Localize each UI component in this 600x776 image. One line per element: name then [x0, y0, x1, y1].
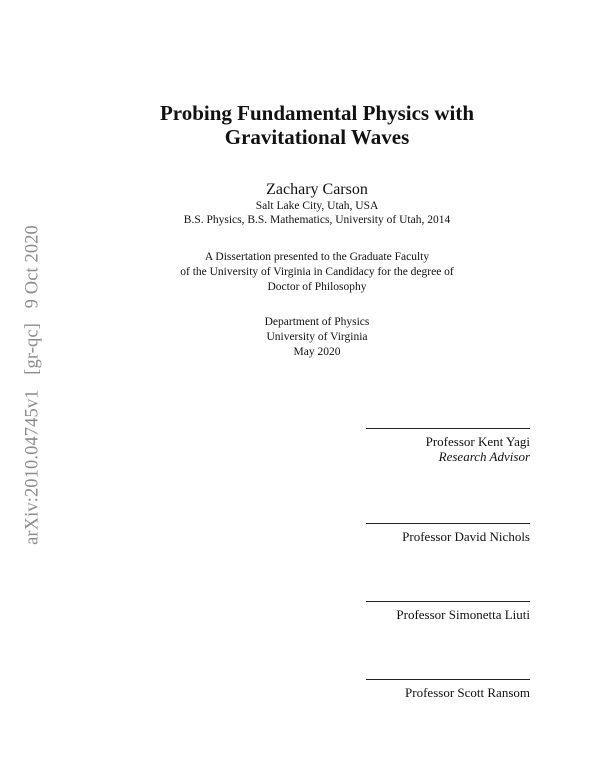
committee-member-name: Professor Simonetta Liuti — [396, 607, 530, 622]
submission-date: May 2020 — [293, 346, 341, 358]
dissertation-statement — [0, 250, 600, 295]
signature-line — [366, 523, 530, 524]
author-location: Salt Lake City, Utah, USA — [255, 200, 379, 212]
dissertation-line-1: A Dissertation presented to the Graduate Faculty — [204, 251, 430, 263]
signature-advisor — [366, 428, 530, 464]
thesis-title — [0, 101, 600, 149]
signature-line — [366, 428, 530, 429]
signature-member-3 — [366, 601, 530, 622]
author-name: Zachary Carson — [266, 181, 368, 198]
committee-member-name: Professor Scott Ransom — [405, 685, 530, 700]
dissertation-line-3: Doctor of Philosophy — [267, 281, 367, 293]
signature-member-4 — [366, 679, 530, 700]
committee-member-name: Professor Kent Yagi — [425, 434, 530, 449]
committee-member-name: Professor David Nichols — [402, 529, 530, 544]
university-name: University of Virginia — [266, 331, 368, 343]
signature-line — [366, 601, 530, 602]
dissertation-line-2: of the University of Virginia in Candidacy for the degree of — [180, 266, 454, 278]
department-block — [0, 315, 600, 360]
title-line-2: Gravitational Waves — [224, 125, 410, 149]
signature-member-2 — [366, 523, 530, 544]
arxiv-category: [gr-qc] — [22, 323, 43, 375]
title-line-1: Probing Fundamental Physics with — [159, 101, 475, 125]
arxiv-date: 9 Oct 2020 — [22, 225, 43, 309]
arxiv-id: arXiv:2010.04745v1 — [22, 389, 43, 545]
committee-member-role: Research Advisor — [438, 449, 530, 464]
signature-line — [366, 679, 530, 680]
author-degrees: B.S. Physics, B.S. Mathematics, University of Utah, 2014 — [183, 214, 451, 226]
department-name: Department of Physics — [264, 316, 370, 328]
